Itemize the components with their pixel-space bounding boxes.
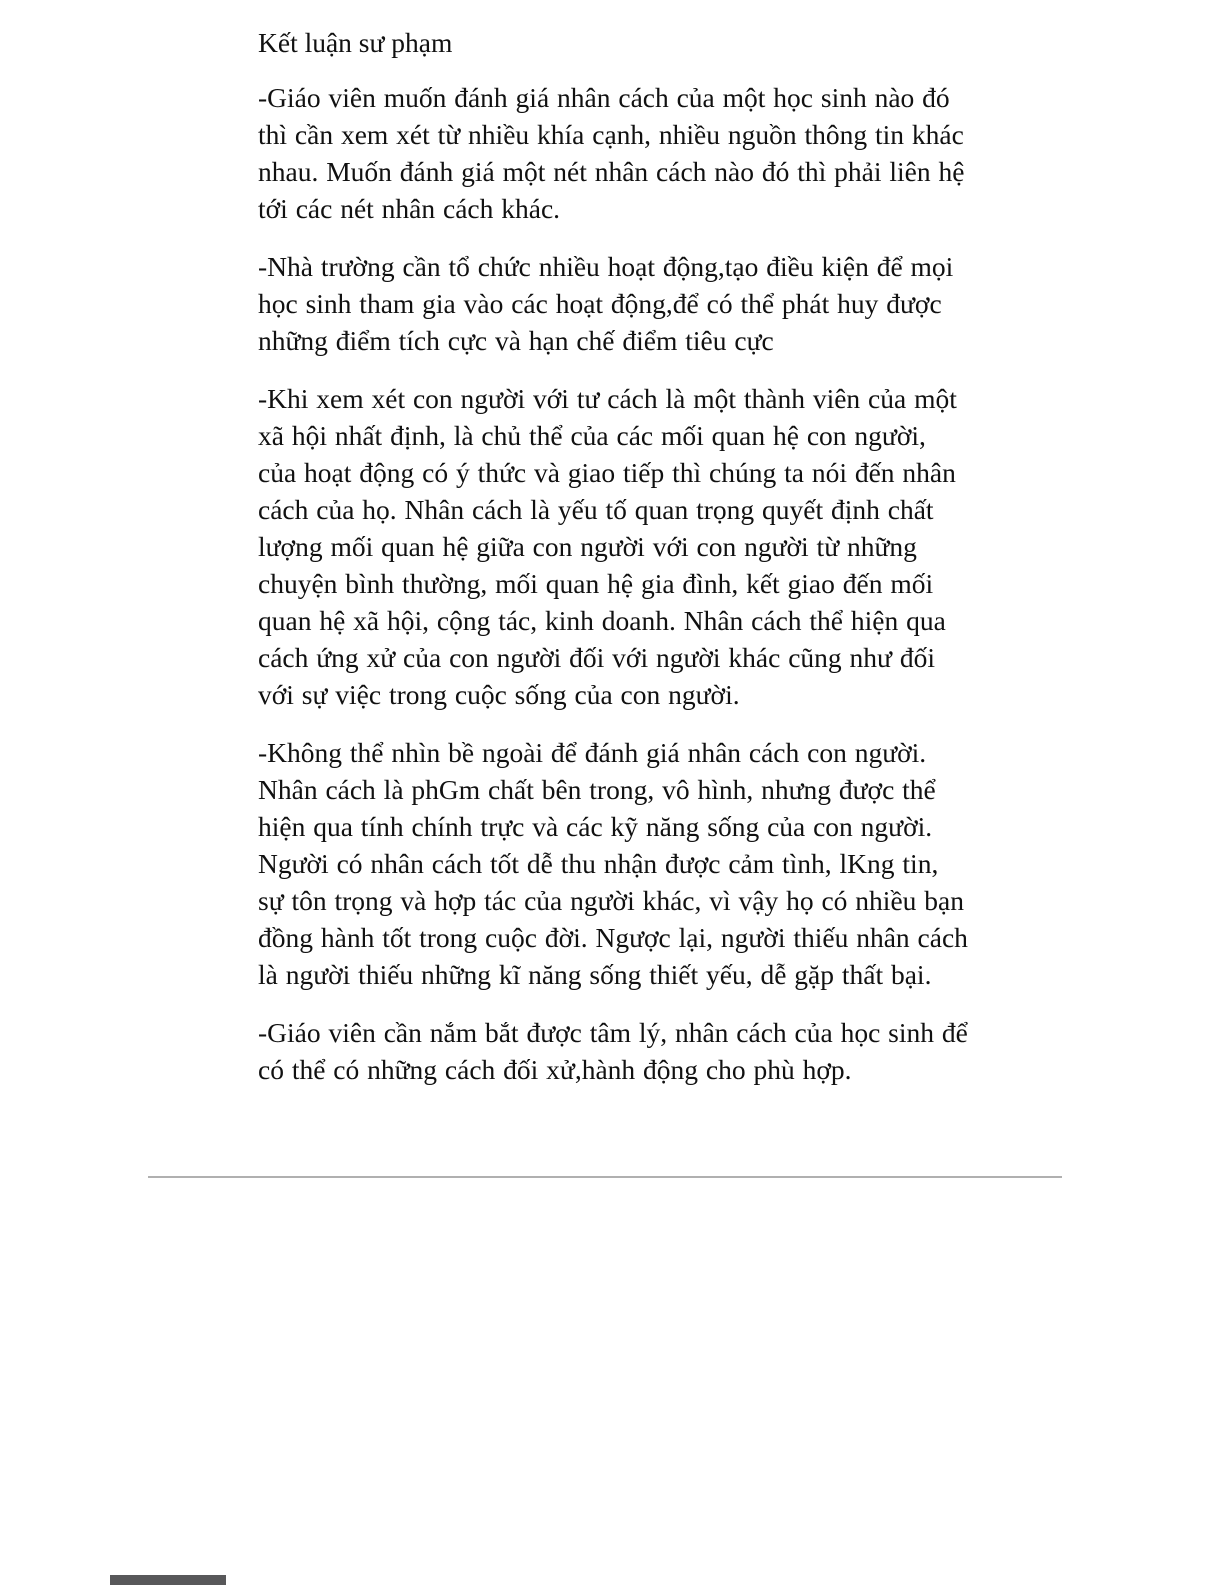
bottom-bar-fragment <box>110 1575 226 1585</box>
paragraph-teacher-psychology: -Giáo viên cần nắm bắt được tâm lý, nhân cách của học sinh để có thể có những cách đối xử,hành động cho phù hợp. <box>258 1017 968 1085</box>
paragraph-inner-quality: -Không thể nhìn bề ngoài để đánh giá nhân cách con người. Nhân cách là phGm chất bên trong, vô hình, nhưng được thể hiện qua tính chính trực và các kỹ năng sống của con người. Người có nhân cách tốt dễ thu nhận được cảm tình, lKng tin, sự tôn trọng và hợp tác của người khác, vì vậy họ có nhiều bạn đồng hành tốt trong cuộc đời. Ngược lại, người thiếu nhân cách là người thiếu những kĩ năng sống thiết yếu, dễ gặp thất bại. <box>258 737 968 990</box>
paragraph-school-activities: -Nhà trường cần tổ chức nhiều hoạt động,tạo điều kiện để mọi học sinh tham gia vào các hoạt động,để có thể phát huy được những điểm tích cực và hạn chế điểm tiêu cực <box>258 251 954 356</box>
paragraph-personality-definition: -Khi xem xét con người với tư cách là một thành viên của một xã hội nhất định, là chủ thể của các mối quan hệ con người, của hoạt động có ý thức và giao tiếp thì chúng ta nói đến nhân cách của họ. Nhân cách là yếu tố quan trọng quyết định chất lượng mối quan hệ giữa con người với con người từ những chuyện bình thường, mối quan hệ gia đình, kết giao đến mối quan hệ xã hội, cộng tác, kinh doanh. Nhân cách thể hiện qua cách ứng xử của con người đối với người khác cũng như đối với sự việc trong cuộc sống của con người. <box>258 383 957 710</box>
document-page <box>258 24 970 1109</box>
horizontal-divider <box>148 1176 1062 1178</box>
paragraph-teacher-evaluation: -Giáo viên muốn đánh giá nhân cách của một học sinh nào đó thì cần xem xét từ nhiều khía cạnh, nhiều nguồn thông tin khác nhau. Muốn đánh giá một nét nhân cách nào đó thì phải liên hệ tới các nét nhân cách khác. <box>258 82 965 224</box>
page-title: Kết luận sư phạm <box>258 27 453 58</box>
